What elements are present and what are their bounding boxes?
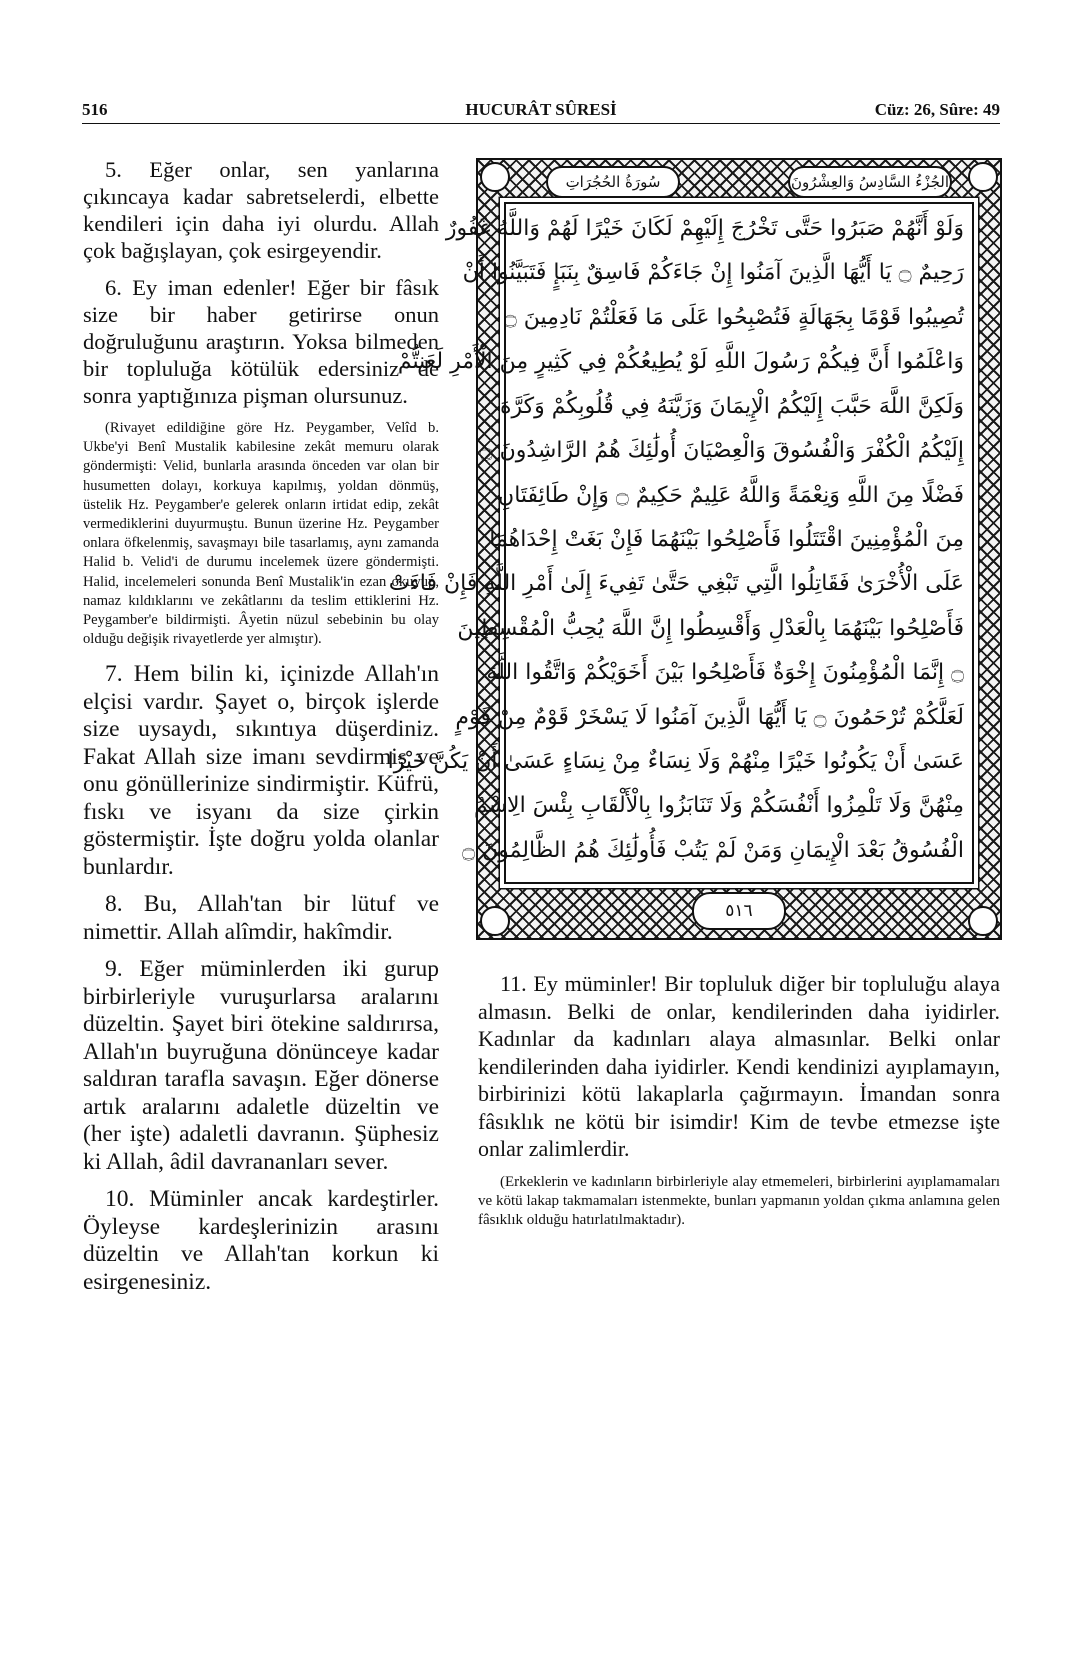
page-header (82, 96, 1000, 124)
footnote-paragraph: (Rivayet edildiğine göre Hz. Peygamber, Velîd b. Ukbe'yi Benî Mustalik kabilesine zekât memuru olarak göndermişti: Velid, bunlarla arasında önceden var olan bir husumetten dolayı, korkuya kapılmış, yoldan dönmüş, üstelik Hz. Peygamber'e gelerek onların irtidat edip, zekât vermediklerini duyurmuştu. Bunun üzerine Hz. Peygamber onlara öfkelenmiş, savaşmayı bile tasarlamış, aynı zamanda Halid b. Velid'i de durumu incelemek üzere göndermişti. Halid, incelemeleri sonunda Benî Mustalik'in ezan okuyup, namaz kıldıklarını ve zekâtlarını da teslim ettiklerini Hz. Peygamber'e bildirmişti. Âyetin nüzul sebebinin bu olay olduğu değişik rivayetlerde yer almıştır). (83, 420, 439, 648)
page-number: 516 (82, 100, 108, 119)
footnote-paragraph: (Erkeklerin ve kadınların birbirleriyle alay etmemeleri, birbirlerini ayıplamamaları ve kötü lakap takmamaları istenmekte, bunları yapmanın yoldan çıkma anlamına gelen fâsıklık olduğu hatırlatılmaktadır). (478, 1173, 1000, 1229)
arabic-line: مِنْهُنَّ وَلَا تَلْمِزُوا أَنْفُسَكُمْ وَلَا تَنَابَزُوا بِالْأَلْقَابِ بِئْسَ الِاسْمُ (473, 793, 964, 819)
verse-paragraph: 6. Ey iman edenler! Eğer bir fâsık size bir haber getirirse onun doğruluğunu araştırın. Yoksa bilmeden bir topluluğa kötülük edersiniz de sonra yaptığınıza pişman olursunuz. (83, 275, 439, 408)
arabic-line: وَاعْلَمُوا أَنَّ فِيكُمْ رَسُولَ اللَّهِ لَوْ يُطِيعُكُمْ فِي كَثِيرٍ مِنَ الْأَمْرِ لَعَنِتُّمْ (397, 349, 964, 375)
surah-title: HUCURÂT SÛRESİ (465, 100, 617, 119)
arabic-line: عَلَى الْأُخْرَىٰ فَقَاتِلُوا الَّتِي تَبْغِي حَتَّىٰ تَفِيءَ إِلَىٰ أَمْرِ اللَّهِ فَإِنْ فَاءَتْ (388, 571, 964, 597)
juz-name-cartouche: الجُزْءُ السَّادِسُ وَالعِشْرُونَ (788, 166, 952, 198)
verse-paragraph: 11. Ey müminler! Bir topluluk diğer bir topluluğu alaya almasın. Belki de onlar, kendilerinden daha iyidirler. Kadınlar da kadınları alaya almasınlar. Belki onlar kendilerinden daha iyidirler. Kendi kendinizi ayıplamayın, birbirinizi kötü lakaplarla çağırmayın. İmandan sonra fâsıklık ne kötü bir isimdir! Kim de tevbe etmezse işte onlar zalimlerdir. (478, 971, 1000, 1161)
arabic-page-number: ٥١٦ (692, 892, 786, 930)
arabic-line: رَحِيمٌ ۝ يَا أَيُّهَا الَّذِينَ آمَنُوا إِنْ جَاءَكُمْ فَاسِقٌ بِنَبَإٍ فَتَبَيَّنُوا أَنْ (462, 260, 964, 286)
arabic-line: وَلَكِنَّ اللَّهَ حَبَّبَ إِلَيْكُمُ الْإِيمَانَ وَزَيَّنَهُ فِي قُلُوبِكُمْ وَكَرَّهَ (499, 393, 964, 419)
header-rule (82, 123, 1000, 124)
arabic-line: ۝ إِنَّمَا الْمُؤْمِنُونَ إِخْوَةٌ فَأَصْلِحُوا بَيْنَ أَخَوَيْكُمْ وَاتَّقُوا اللَّهَ (486, 660, 964, 686)
juz-surah-label: Cüz: 26, Sûre: 49 (874, 100, 1000, 119)
mushaf-page (387, 158, 1002, 940)
arabic-lines (387, 210, 964, 876)
arabic-line: لَعَلَّكُمْ تُرْحَمُونَ ۝ يَا أَيُّهَا الَّذِينَ آمَنُوا لَا يَسْخَرْ قَوْمٌ مِنْ قَوْمٍ (455, 704, 964, 730)
verse-paragraph: 7. Hem bilin ki, içinizde Allah'ın elçisi vardır. Şayet o, birçok işlerde size uysaydı, sıkıntıya düşerdiniz. Fakat Allah size imanı sevdirmiş ve onu gönüllerinize sindirmiştir. Küfrü, fıskı ve isyanı da size çirkin göstermiştir. İşte doğru yolda olanlar bunlardır. (83, 661, 439, 880)
left-translation-column (83, 156, 439, 1306)
arabic-line: وَلَوْ أَنَّهُمْ صَبَرُوا حَتَّى تَخْرُجَ إِلَيْهِمْ لَكَانَ خَيْرًا لَهُمْ وَاللَّهُ غَفُورٌ (445, 216, 964, 241)
surah-name-cartouche: سُورَةُ الحُجُرَاتِ (546, 166, 680, 198)
corner-ornament (480, 162, 510, 192)
arabic-line: مِنَ الْمُؤْمِنِينَ اقْتَتَلُوا فَأَصْلِحُوا بَيْنَهُمَا فَإِنْ بَغَتْ إِحْدَاهُمَا (489, 526, 964, 552)
corner-ornament (968, 162, 998, 192)
arabic-line: الْفُسُوقُ بَعْدَ الْإِيمَانِ وَمَنْ لَمْ يَتُبْ فَأُولَٰئِكَ هُمُ الظَّالِمُونَ ۝ (462, 837, 964, 863)
arabic-line: إِلَيْكُمُ الْكُفْرَ وَالْفُسُوقَ وَالْعِصْيَانَ أُولَٰئِكَ هُمُ الرَّاشِدُونَ ۝ (479, 438, 964, 464)
corner-ornament (480, 906, 510, 936)
arabic-line: عَسَىٰ أَنْ يَكُونُوا خَيْرًا مِنْهُمْ وَلَا نِسَاءٌ مِنْ نِسَاءٍ عَسَىٰ أَنْ يَكُنَّ خَيْرًا (387, 749, 964, 775)
arabic-line: فَضْلًا مِنَ اللَّهِ وَنِعْمَةً وَاللَّهُ عَلِيمٌ حَكِيمٌ ۝ وَإِنْ طَائِفَتَانِ (498, 482, 964, 508)
arabic-line: فَأَصْلِحُوا بَيْنَهُمَا بِالْعَدْلِ وَأَقْسِطُوا إِنَّ اللَّهَ يُحِبُّ الْمُقْسِطِينَ (457, 615, 964, 641)
verse-paragraph: 8. Bu, Allah'tan bir lütuf ve nimettir. Allah alîmdir, hakîmdir. (83, 891, 439, 945)
arabic-line: تُصِيبُوا قَوْمًا بِجَهَالَةٍ فَتُصْبِحُوا عَلَى مَا فَعَلْتُمْ نَادِمِينَ ۝ (503, 304, 964, 330)
corner-ornament (968, 906, 998, 936)
verse-paragraph: 9. Eğer müminlerden iki gurup birbirleriyle vuruşurlarsa aralarını düzeltin. Şayet biri ötekine saldırırsa, Allah'ın buyruğuna dönünceye kadar saldıran tarafla savaşın. Eğer dönerse artık aralarını adaletle düzeltin ve (her işte) adaletli davranın. Şüphesiz ki Allah, âdil davrananları sever. (83, 956, 439, 1175)
arabic-text-panel (387, 202, 974, 884)
right-translation-column (478, 970, 1000, 1243)
verse-paragraph: 5. Eğer onlar, sen yanlarına çıkıncaya kadar sabretselerdi, elbette kendileri için daha iyi olurdu. Allah çok bağışlayan, çok esirgeyendir. (83, 157, 439, 263)
verse-paragraph: 10. Müminler ancak kardeştirler. Öyleyse kardeşlerinizin arasını düzeltin ve Allah'tan korkun ki esirgenesiniz. (83, 1186, 439, 1295)
